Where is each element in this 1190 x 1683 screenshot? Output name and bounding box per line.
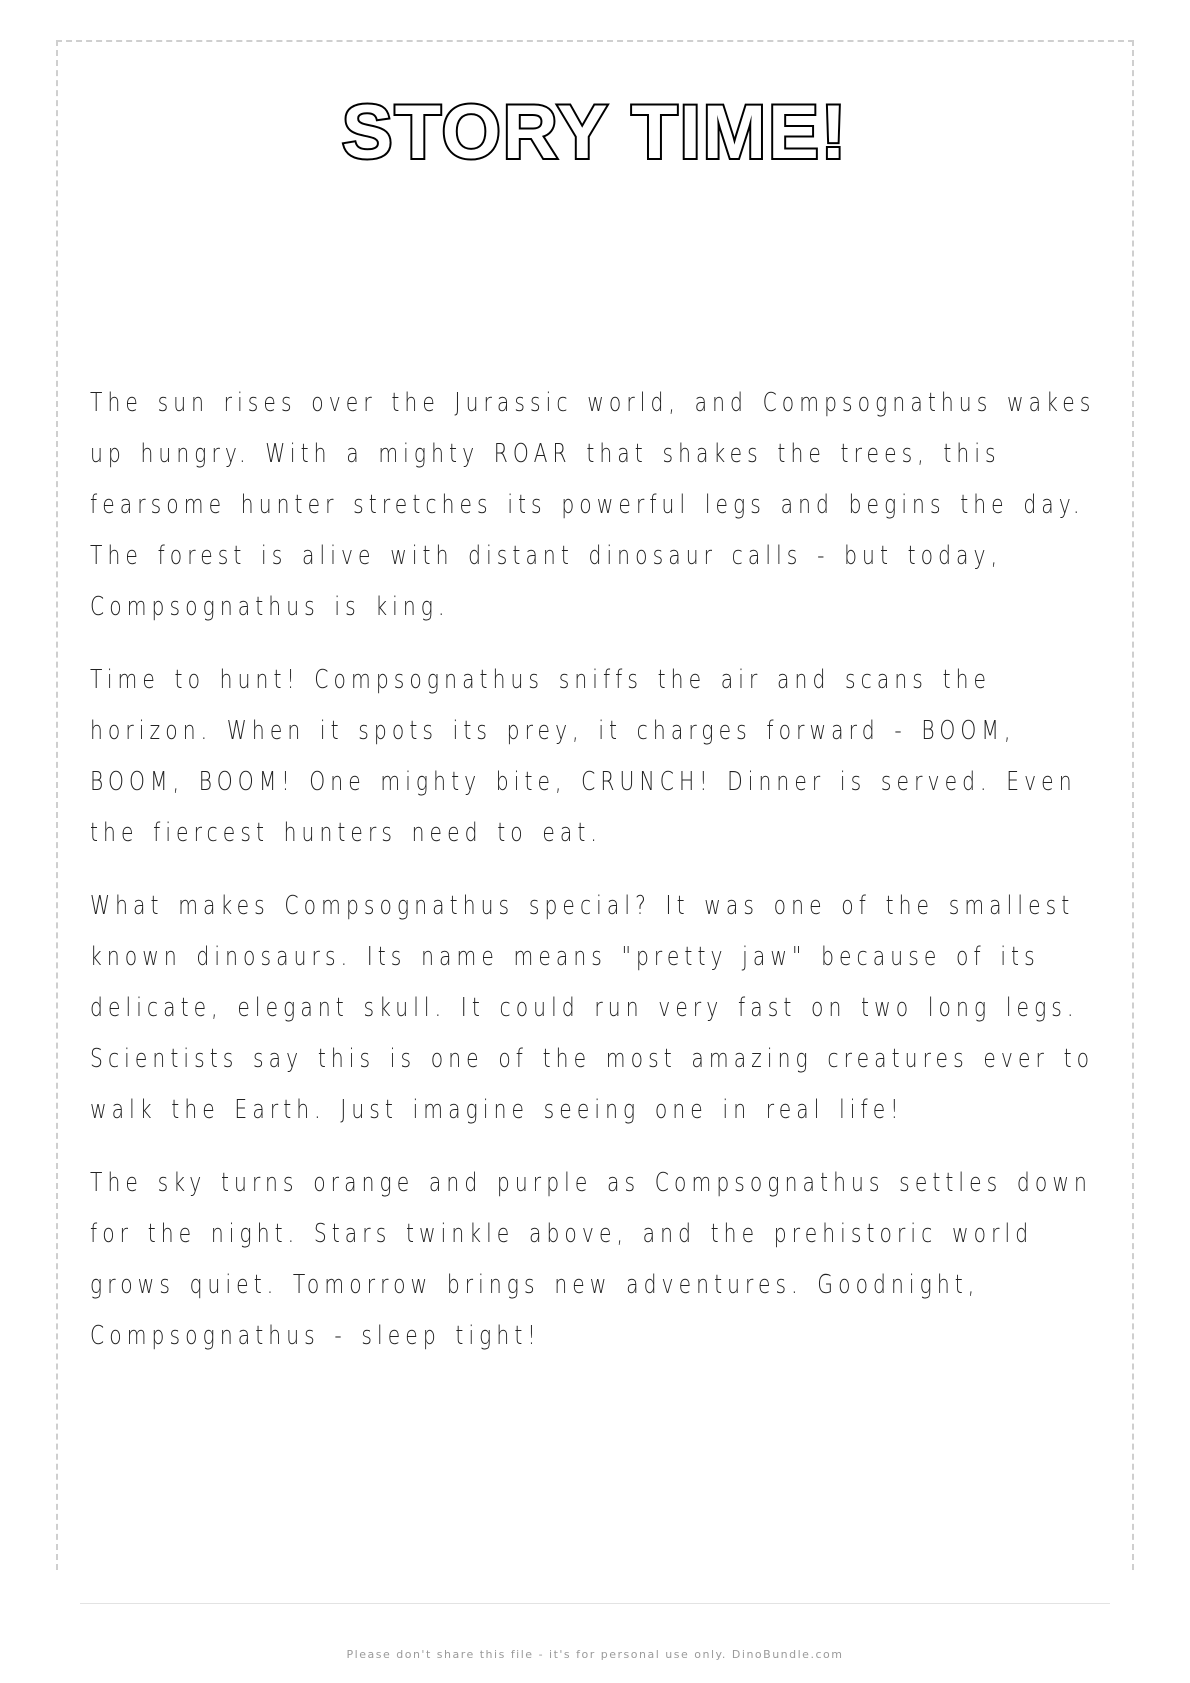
story-paragraph-4: The sky turns orange and purple as Compsognathus settles down for the night. Stars twinkle above, and the prehistoric world grows quiet. Tomorrow brings new adventures. Goodnight, Compsognathus - sleep tight! <box>90 1168 1092 1351</box>
footer-divider <box>80 1603 1110 1604</box>
footer-notice: Please don't share this file - it's for personal use only. DinoBundle.com <box>346 1648 844 1661</box>
story-paragraph-2: Time to hunt! Compsognathus sniffs the air and scans the horizon. When it spots its prey, it charges forward - BOOM, BOOM, BOOM! One mighty bite, CRUNCH! Dinner is served. Even the fiercest hunters need to eat. <box>90 665 1077 848</box>
story-paragraph-3: What makes Compsognathus special? It was one of the smallest known dinosaurs. Its name means "pretty jaw" because of its delicate, elegant skull. It could run very fast on two long legs. Scientists say this is one of the most amazing creatures ever to walk the Earth. Just imagine seeing one in real life! <box>90 891 1095 1125</box>
story-paragraph-1: The sun rises over the Jurassic world, and Compsognathus wakes up hungry. With a mighty ROAR that shakes the trees, this fearsome hunter stretches its powerful legs and begins the day. The forest is alive with distant dinosaur calls - but today, Compsognathus is king. <box>90 388 1096 622</box>
page-title: STORY TIME! <box>341 90 849 175</box>
story-body <box>90 378 1105 1384</box>
